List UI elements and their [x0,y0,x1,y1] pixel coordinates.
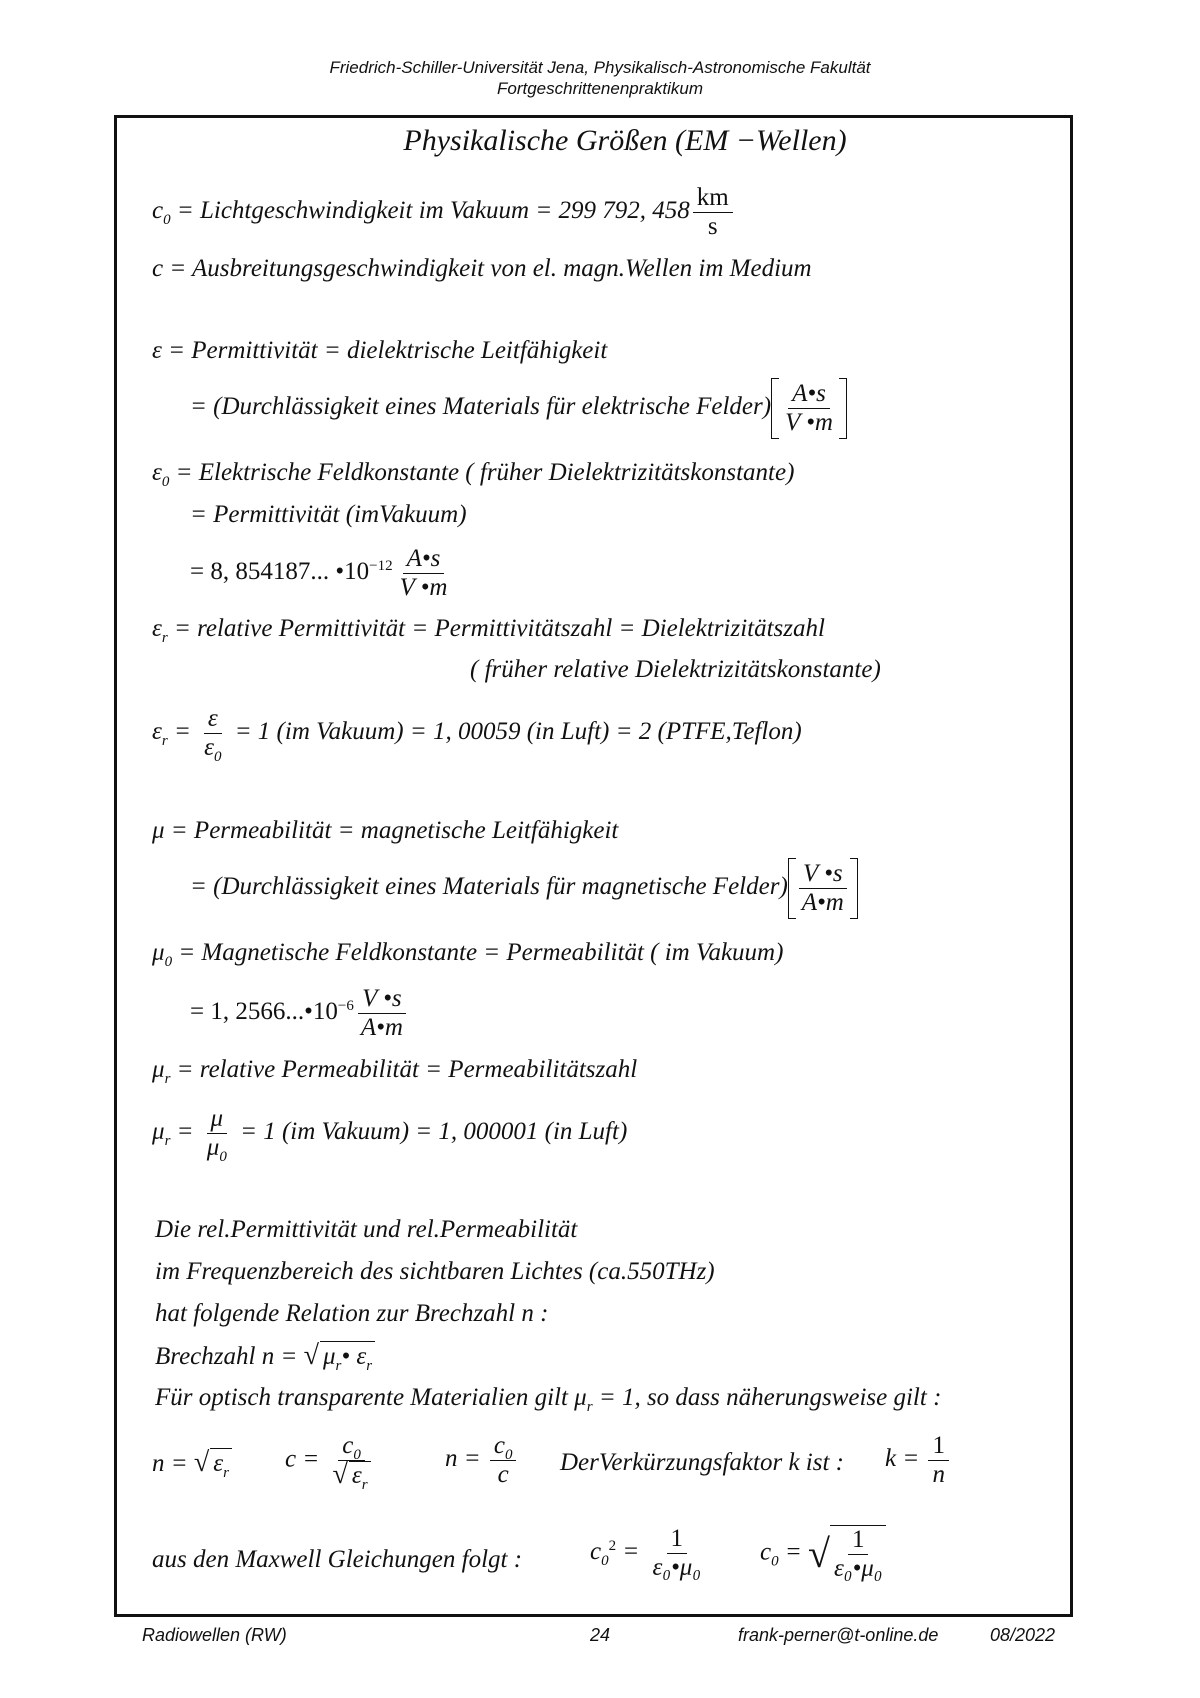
paragraph-line-2: im Frequenzbereich des sichtbaren Lichtes (ca.550THz) [155,1258,715,1285]
footer-date: 08/2022 [990,1625,1056,1645]
mu0-value: = 1, $2566...•10^{-6}$ $\frac{V •s}{A•m}$ [190,985,410,1042]
mu-definition: μ = Permeabilität = magnetische Leitfähigkeit [152,817,619,844]
mu-r-equation: $\mu_r$ = $\frac{\mu}{\mu_0}$ = 1 (im Vakuum) = 1, 000001 (in Luft) [152,1105,628,1165]
epsilon-r-equation: $\varepsilon_r$ = $\frac{\varepsilon}{\varepsilon_0}$ = 1 (im Vakuum) = 1, 00059 (in Luft) = 2 (PTFE,Teflon) [152,705,802,765]
paragraph-line-3: hat folgende Relation zur Brechzahl n : [155,1300,549,1327]
brechzahl-formula: Brechzahl n = √ $\mu_r•$ $\varepsilon_r$ [155,1341,375,1372]
header-course: Fortgeschrittenenpraktikum [497,79,703,98]
mu0-definition: $\mu_0$ = Magnetische Feldkonstante = Permeabilität ( im Vakuum) [152,939,784,970]
epsilon0-permittivity: = Permittivität (imVakuum) [190,501,467,528]
epsilon0-definition: $\varepsilon_0$ = Elektrische Feldkonstante ( früher Dielektrizitätskonstante) [152,459,795,490]
formula-c: c = $\frac{c_0}{√ \varepsilon_r}$ [285,1432,378,1490]
mu-unit-bracket: $\frac{V •s}{A•m}$ [788,858,858,919]
formula-c0-squared: $c_0^2$ = $\frac{1}{\text{ε₀•μ₀}}$ [590,1525,702,1581]
page-number: 24 [590,1625,611,1645]
epsilon-definition: ε = Permittivität = dielektrische Leitfähigkeit [152,337,608,364]
epsilon-description: = (Durchlässigkeit eines Materials für elektrische Felder) $\frac{A•s}{V •m}$ [190,378,847,439]
epsilon-unit-bracket: $\frac{A•s}{V •m}$ [771,378,847,439]
c0-definition: $c_0$ = Lichtgeschwindigkeit im Vakuum = 299 792, 458 $\frac{km}{s}$ [152,184,736,241]
mu-description: = (Durchlässigkeit eines Materials für magnetische Felder) $\frac{V •s}{A•m}$ [190,858,858,919]
formula-c0-sqrt: $c_0$ = √ $\frac{1}{\text{ε₀•μ₀}}$ [760,1525,889,1583]
footer-topic: Radiowellen (RW) [142,1625,287,1645]
formula-n-sqrt-epsr: n = √ $\varepsilon_r$ [152,1448,232,1479]
footer-email: frank-perner@t-online.de [738,1625,939,1645]
epsilon0-value: = 8, 854187... $•10^{-12}$ $\frac{A•s}{V •m}$ [190,545,448,601]
maxwell-text: aus den Maxwell Gleichungen folgt : [152,1546,523,1573]
formula-n-c0-c: n = $\frac{c_0}{c}$ [445,1432,519,1489]
page-title: Physikalische Größen (EM −Wellen) [403,124,847,157]
optisch-transparent-line: Für optisch transparente Materialien gilt $\mu_r = 1$, so dass näherungsweise gilt : [155,1384,942,1415]
paragraph-line-1: Die rel.Permittivität und rel.Permeabilität [155,1216,578,1243]
header-university: Friedrich-Schiller-Universität Jena, Physikalisch-Astronomische Fakultät [329,58,871,77]
epsilon-r-definition: $\varepsilon_r$ = relative Permittivität = Permittivitätszahl = Dielektrizitätszahl [152,615,825,646]
mu-r-definition: $\mu_r$ = relative Permeabilität = Permeabilitätszahl [152,1056,638,1087]
verkuerzungsfaktor-text: DerVerkürzungsfaktor k ist : [560,1449,844,1476]
km-per-s-unit: $\frac{km}{s}$ [693,184,733,241]
epsilon-r-former-name: ( früher relative Dielektrizitätskonstante) [470,656,881,683]
c-definition: c = Ausbreitungsgeschwindigkeit von el. magn.Wellen im Medium [152,255,812,282]
formula-k: k = $\frac{1}{n}$ [885,1432,952,1489]
